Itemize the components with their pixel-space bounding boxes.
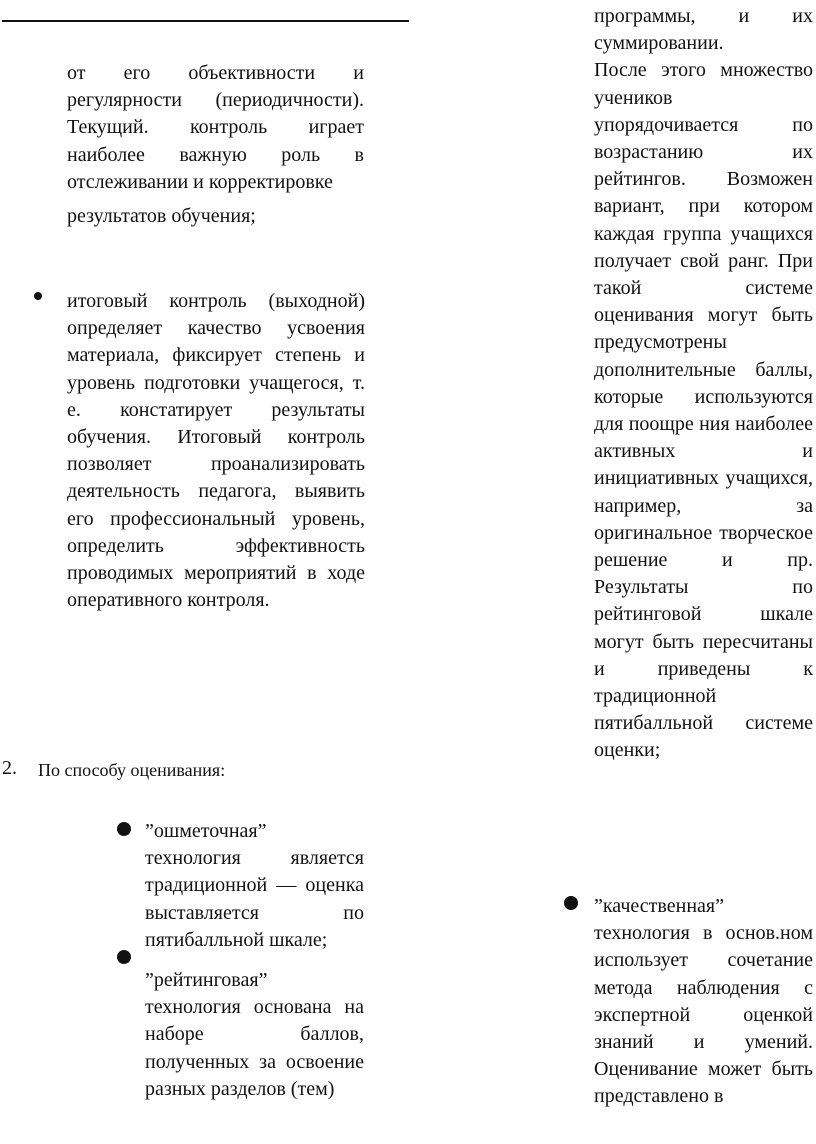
top-rule: [2, 20, 409, 22]
bullet-icon: [564, 896, 578, 910]
assessment-methods-list: [145, 818, 364, 1103]
quality-technology-text: ”качественная” технология в основ.ном использует сочетание метода наблюдения с экспертной оценкой знаний и умений. Оценивание может быть представлено в: [594, 895, 813, 1108]
quality-technology-item: [594, 893, 813, 1111]
rating-technology-text: ”рейтинговая” технология основана на наборе баллов, полученных за освоение разных разделов (тем): [145, 969, 364, 1100]
current-control-continuation: [67, 60, 364, 230]
current-control-text: от его объективности и регулярности (периодичности). Текущий. контроль играет наиболее важную роль в отслеживании и корректировке: [67, 62, 364, 193]
mark-technology-text: ”ошметочная” технология является традиционной — оценка выставляется по пятибалльной шкале;: [145, 820, 364, 951]
bullet-icon: [117, 950, 131, 964]
rating-continuation-text: программы, и их суммировании.: [594, 5, 813, 55]
section-number: 2.: [2, 757, 17, 779]
rating-ranking-text: После этого множество учеников упорядочивается по возрастанию их рейтингов. Возможен вариант, при котором каждая группа учащихся получает свой ранг. При такой системе оценивания могут быть предусмотрены дополнительные баллы, которые используются для поощре ния наиболее активных и инициативных учащихся, например, за оригинальное творческое решение и пр. Результаты по рейтинговой шкале могут быть пересчитаны и приведены к традиционной пятибалльной системе оценки;: [594, 59, 813, 762]
current-control-results: результатов обучения;: [67, 205, 256, 228]
final-control-item: [67, 288, 365, 614]
section-heading: По способу оценивания:: [38, 760, 226, 780]
bullet-icon: [117, 822, 131, 836]
rating-continuation: [594, 3, 813, 765]
bullet-icon: [34, 292, 42, 300]
final-control-text: итоговый контроль (выходной) определяет качество усвоения материала, фиксирует степень и уровень подготовки учащегося, т. е. констатирует результаты обучения. Итоговый контроль позволяет проанализировать деятельность педагога, выявить его профессиональный уровень, определить эффективность проводимых мероприятий в ходе оперативного контроля.: [67, 290, 365, 612]
